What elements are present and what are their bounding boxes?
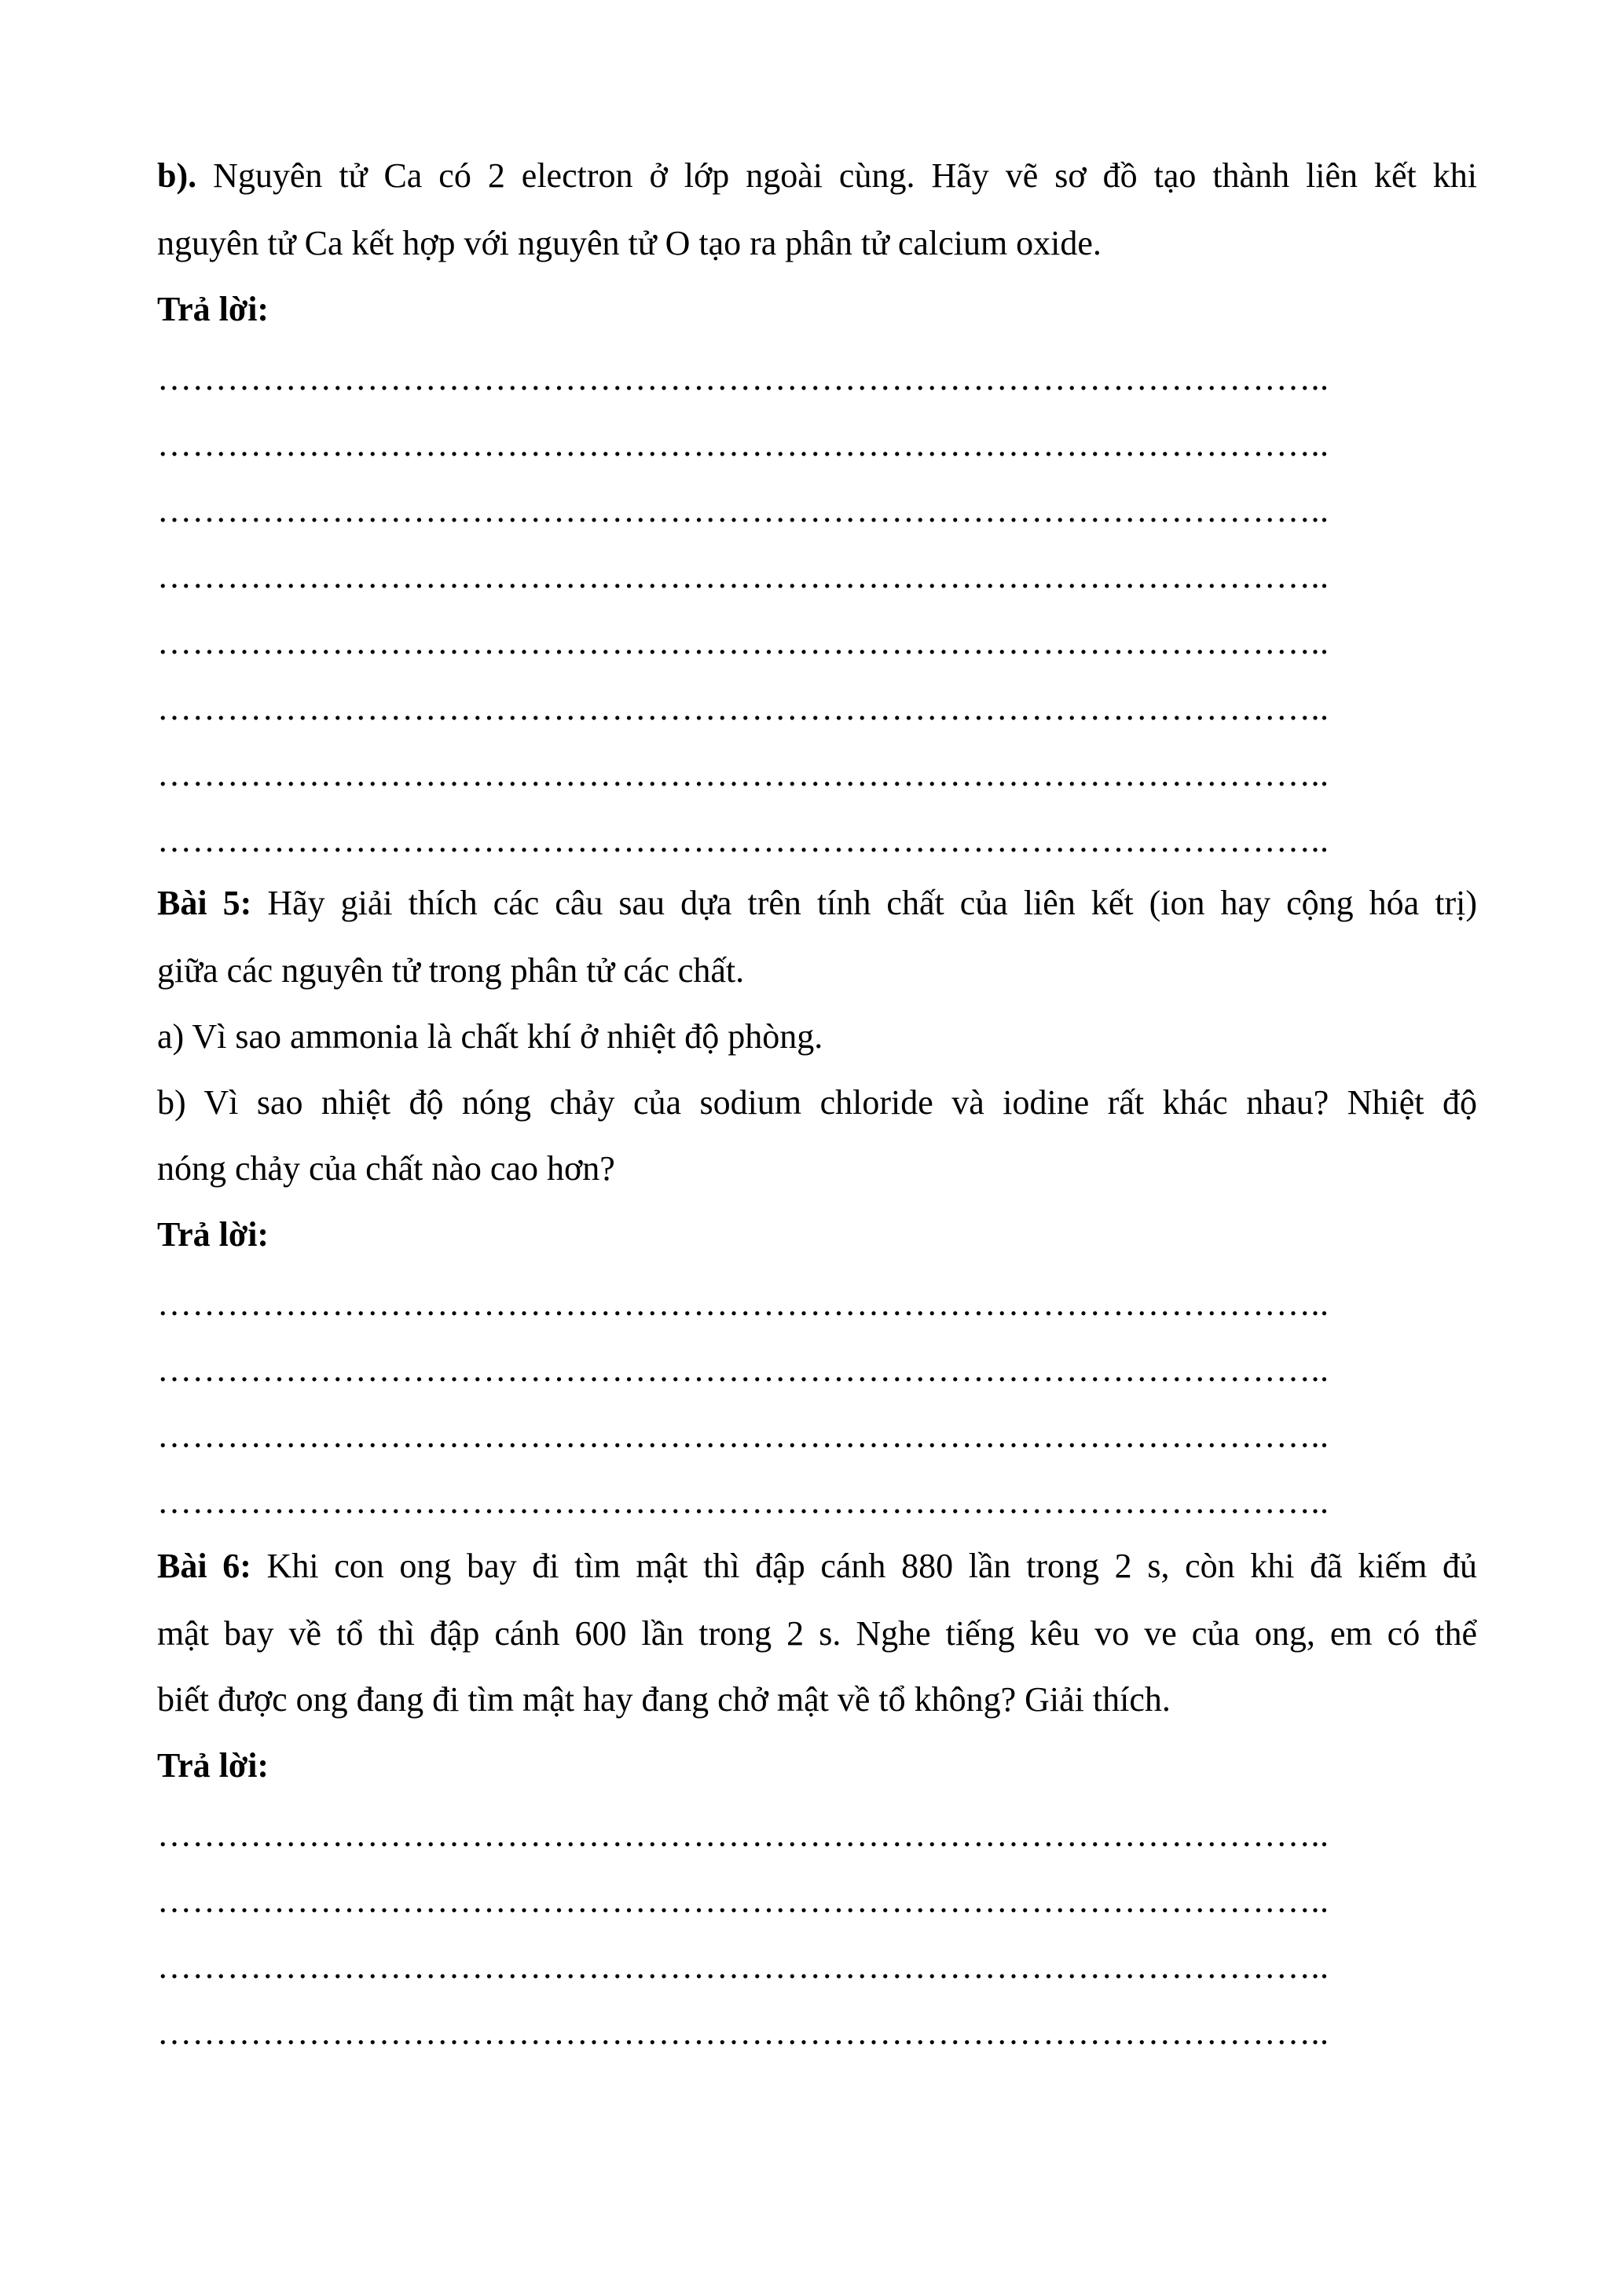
bai6-text-1: Khi con ong bay đi tìm mật thì đập cánh 880 lần trong 2 s, còn khi đã kiếm đủ: [266, 1547, 1477, 1585]
answer-dotted-line[interactable]: ………………………………………………………………………………………..: [157, 363, 1329, 394]
bai6-line-3: biết được ong đang đi tìm mật hay đang chở mật về tổ không? Giải thích.: [157, 1680, 1171, 1719]
answer-dotted-line[interactable]: ………………………………………………………………………………………..: [157, 1420, 1329, 1452]
bai5-item-b-line-2: nóng chảy của chất nào cao hơn?: [157, 1149, 615, 1188]
answer-dotted-line[interactable]: ………………………………………………………………………………………..: [157, 561, 1329, 592]
bai6-line-1: [157, 1544, 1477, 1588]
section-b-line-2: nguyên tử Ca kết hợp với nguyên tử O tạo ra phân tử calcium oxide.: [157, 224, 1102, 262]
answer-dotted-line[interactable]: ………………………………………………………………………………………..: [157, 1486, 1329, 1518]
answer-dotted-line[interactable]: ………………………………………………………………………………………..: [157, 1288, 1329, 1320]
answer-dotted-line[interactable]: ………………………………………………………………………………………..: [157, 1819, 1329, 1851]
section-b-line-1: [157, 154, 1477, 198]
answer-dotted-line[interactable]: ………………………………………………………………………………………..: [157, 627, 1329, 658]
bai6-label: Bài 6:: [157, 1547, 251, 1585]
answer-dotted-line[interactable]: ………………………………………………………………………………………..: [157, 2017, 1329, 2049]
bai5-answer-label: Trả lời:: [157, 1215, 269, 1254]
bai5-line-2: giữa các nguyên tử trong phân tử các chất.: [157, 951, 745, 990]
bai5-text-1: Hãy giải thích các câu sau dựa trên tính chất của liên kết (ion hay cộng hóa trị): [267, 884, 1477, 922]
answer-dotted-line[interactable]: ………………………………………………………………………………………..: [157, 759, 1329, 790]
bai6-line-2: mật bay về tổ thì đập cánh 600 lần trong 2 s. Nghe tiếng kêu vo ve của ong, em có thể: [157, 1614, 1477, 1653]
bai6-answer-label: Trả lời:: [157, 1746, 269, 1785]
answer-dotted-line[interactable]: ………………………………………………………………………………………..: [157, 1885, 1329, 1917]
bai5-label: Bài 5:: [157, 884, 252, 922]
answer-dotted-line[interactable]: ………………………………………………………………………………………..: [157, 1951, 1329, 1983]
answer-dotted-line[interactable]: ………………………………………………………………………………………..: [157, 825, 1329, 856]
answer-dotted-line[interactable]: ………………………………………………………………………………………..: [157, 1354, 1329, 1386]
answer-dotted-line[interactable]: ………………………………………………………………………………………..: [157, 693, 1329, 724]
bai5-item-b-line-1: b) Vì sao nhiệt độ nóng chảy của sodium chloride và iodine rất khác nhau? Nhiệt độ: [157, 1083, 1477, 1122]
section-b-answer-label: Trả lời:: [157, 290, 269, 328]
bai5-item-a: a) Vì sao ammonia là chất khí ở nhiệt độ phòng.: [157, 1017, 823, 1056]
bai5-line-1: [157, 881, 1477, 925]
answer-dotted-line[interactable]: ………………………………………………………………………………………..: [157, 429, 1329, 460]
section-b-text-1: Nguyên tử Ca có 2 electron ở lớp ngoài cùng. Hãy vẽ sơ đồ tạo thành liên kết khi: [213, 156, 1477, 195]
answer-dotted-line[interactable]: ………………………………………………………………………………………..: [157, 495, 1329, 526]
section-b-label: b).: [157, 156, 197, 195]
